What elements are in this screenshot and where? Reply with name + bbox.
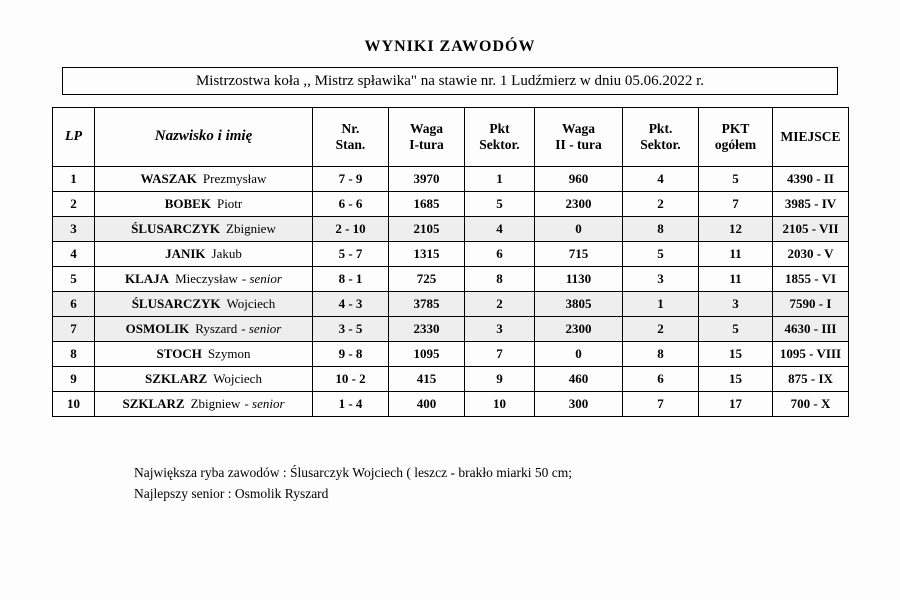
angler-given-name: Zbigniew <box>190 396 241 411</box>
cell-weight-round1: 400 <box>389 392 465 417</box>
cell-name <box>95 342 313 367</box>
cell-place: 700 - X <box>773 392 849 417</box>
angler-surname: WASZAK <box>140 171 197 186</box>
angler-given-name: Zbigniew <box>226 221 276 236</box>
angler-surname: OSMOLIK <box>125 321 190 336</box>
table-row <box>53 167 849 192</box>
cell-points-sector1: 6 <box>465 242 535 267</box>
cell-weight-round2: 460 <box>535 367 623 392</box>
column-header-points-sector2 <box>623 108 699 167</box>
cell-weight-round1: 3785 <box>389 292 465 317</box>
column-header-weight-round2-line2: II - tura <box>555 137 602 152</box>
angler-surname: ŚLUSARCZYK <box>131 296 221 311</box>
table-row <box>53 367 849 392</box>
cell-points-sector2: 7 <box>623 392 699 417</box>
angler-surname: BOBEK <box>164 196 211 211</box>
column-header-points-sector2-line1: Pkt. <box>648 121 673 137</box>
column-header-points-sector1-line1: Pkt <box>489 121 510 137</box>
cell-points-sector1: 7 <box>465 342 535 367</box>
table-row <box>53 342 849 367</box>
cell-place: 875 - IX <box>773 367 849 392</box>
cell-weight-round2: 2300 <box>535 317 623 342</box>
cell-points-sector2: 6 <box>623 367 699 392</box>
notes-block <box>134 463 900 505</box>
cell-name <box>95 167 313 192</box>
cell-lp: 9 <box>53 367 95 392</box>
column-header-lp: LP <box>53 108 95 167</box>
cell-weight-round1: 3970 <box>389 167 465 192</box>
cell-points-sector1: 2 <box>465 292 535 317</box>
cell-place: 7590 - I <box>773 292 849 317</box>
column-header-weight-round1-line2: I-tura <box>409 137 444 152</box>
angler-surname: ŚLUSARCZYK <box>131 221 221 236</box>
cell-points-sector2: 2 <box>623 317 699 342</box>
note-biggest-fish: Największa ryba zawodów : Ślusarczyk Wojciech ( leszcz - brakło miarki 50 cm; <box>134 465 573 480</box>
cell-station: 3 - 5 <box>313 317 389 342</box>
column-header-station-line1: Nr. <box>341 121 360 137</box>
cell-points-total: 5 <box>699 167 773 192</box>
column-header-points-sector1-line2: Sektor. <box>479 137 520 152</box>
table-row <box>53 217 849 242</box>
column-header-weight-round2 <box>535 108 623 167</box>
cell-points-sector2: 4 <box>623 167 699 192</box>
column-header-weight-round2-line1: Waga <box>561 121 595 137</box>
cell-weight-round2: 3805 <box>535 292 623 317</box>
cell-lp: 1 <box>53 167 95 192</box>
cell-place: 4390 - II <box>773 167 849 192</box>
cell-points-total: 3 <box>699 292 773 317</box>
cell-points-sector2: 2 <box>623 192 699 217</box>
cell-points-sector2: 1 <box>623 292 699 317</box>
cell-name <box>95 392 313 417</box>
page-title: WYNIKI ZAWODÓW <box>364 38 536 55</box>
cell-points-sector1: 1 <box>465 167 535 192</box>
cell-name <box>95 192 313 217</box>
cell-lp: 7 <box>53 317 95 342</box>
competition-subtitle: Mistrzostwa koła ,, Mistrz spławika" na stawie nr. 1 Ludźmierz w dniu 05.06.2022 r. <box>62 67 838 95</box>
cell-lp: 4 <box>53 242 95 267</box>
cell-points-total: 5 <box>699 317 773 342</box>
angler-surname: JANIK <box>165 246 206 261</box>
angler-given-name: Prezmysław <box>202 171 267 186</box>
cell-points-sector1: 10 <box>465 392 535 417</box>
cell-station: 4 - 3 <box>313 292 389 317</box>
cell-place: 1095 - VIII <box>773 342 849 367</box>
results-table <box>52 107 849 417</box>
angler-given-name: Piotr <box>216 196 243 211</box>
cell-weight-round1: 725 <box>389 267 465 292</box>
cell-points-sector2: 8 <box>623 217 699 242</box>
cell-station: 9 - 8 <box>313 342 389 367</box>
column-header-points-total <box>699 108 773 167</box>
cell-points-sector2: 5 <box>623 242 699 267</box>
cell-lp: 3 <box>53 217 95 242</box>
cell-points-total: 11 <box>699 267 773 292</box>
column-header-points-sector1 <box>465 108 535 167</box>
column-header-points-sector2-line2: Sektor. <box>640 137 681 152</box>
note-best-senior: Najlepszy senior : Osmolik Ryszard <box>134 485 329 501</box>
cell-points-sector1: 8 <box>465 267 535 292</box>
cell-name <box>95 242 313 267</box>
cell-points-total: 15 <box>699 367 773 392</box>
column-header-weight-round1 <box>389 108 465 167</box>
cell-name <box>95 217 313 242</box>
angler-given-name: Wojciech <box>213 371 262 386</box>
cell-lp: 8 <box>53 342 95 367</box>
cell-points-total: 7 <box>699 192 773 217</box>
table-row <box>53 392 849 417</box>
cell-weight-round1: 2330 <box>389 317 465 342</box>
cell-place: 2105 - VII <box>773 217 849 242</box>
cell-points-sector1: 5 <box>465 192 535 217</box>
angler-given-name: Ryszard <box>195 321 238 336</box>
cell-weight-round1: 1685 <box>389 192 465 217</box>
angler-given-name: Szymon <box>207 346 251 361</box>
column-header-points-total-line2: ogółem <box>714 137 757 152</box>
cell-weight-round2: 960 <box>535 167 623 192</box>
cell-points-total: 12 <box>699 217 773 242</box>
cell-station: 7 - 9 <box>313 167 389 192</box>
cell-name <box>95 317 313 342</box>
cell-points-total: 11 <box>699 242 773 267</box>
cell-weight-round2: 0 <box>535 217 623 242</box>
angler-senior-tag: - senior <box>244 396 285 411</box>
results-table-wrapper <box>52 107 848 417</box>
cell-place: 4630 - III <box>773 317 849 342</box>
cell-weight-round2: 300 <box>535 392 623 417</box>
cell-name <box>95 267 313 292</box>
column-header-station-line2: Stan. <box>335 137 366 152</box>
cell-points-sector2: 8 <box>623 342 699 367</box>
cell-station: 10 - 2 <box>313 367 389 392</box>
angler-given-name: Mieczysław <box>175 271 238 286</box>
column-header-points-total-line1: PKT <box>721 121 750 137</box>
column-header-place: MIEJSCE <box>773 108 849 167</box>
cell-weight-round1: 1315 <box>389 242 465 267</box>
column-header-name: Nazwisko i imię <box>95 108 313 167</box>
table-header-row <box>53 108 849 167</box>
cell-points-sector2: 3 <box>623 267 699 292</box>
cell-lp: 10 <box>53 392 95 417</box>
table-row <box>53 192 849 217</box>
cell-station: 5 - 7 <box>313 242 389 267</box>
angler-surname: KLAJA <box>125 271 170 286</box>
cell-weight-round1: 1095 <box>389 342 465 367</box>
angler-surname: SZKLARZ <box>122 396 185 411</box>
cell-station: 2 - 10 <box>313 217 389 242</box>
cell-weight-round2: 0 <box>535 342 623 367</box>
cell-points-total: 15 <box>699 342 773 367</box>
cell-lp: 6 <box>53 292 95 317</box>
angler-given-name: Wojciech <box>226 296 276 311</box>
cell-station: 6 - 6 <box>313 192 389 217</box>
angler-surname: SZKLARZ <box>145 371 208 386</box>
cell-name <box>95 292 313 317</box>
cell-place: 1855 - VI <box>773 267 849 292</box>
table-row <box>53 242 849 267</box>
cell-points-sector1: 3 <box>465 317 535 342</box>
cell-points-sector1: 9 <box>465 367 535 392</box>
cell-points-total: 17 <box>699 392 773 417</box>
table-body <box>53 167 849 417</box>
cell-lp: 5 <box>53 267 95 292</box>
cell-station: 1 - 4 <box>313 392 389 417</box>
angler-senior-tag: - senior <box>241 271 282 286</box>
column-header-weight-round1-line1: Waga <box>409 121 443 137</box>
table-row <box>53 317 849 342</box>
angler-senior-tag: - senior <box>241 321 282 336</box>
cell-weight-round1: 415 <box>389 367 465 392</box>
column-header-station <box>313 108 389 167</box>
cell-name <box>95 367 313 392</box>
angler-surname: STOCH <box>156 346 202 361</box>
table-row <box>53 292 849 317</box>
table-row <box>53 267 849 292</box>
table-header <box>53 108 849 167</box>
cell-weight-round1: 2105 <box>389 217 465 242</box>
cell-weight-round2: 2300 <box>535 192 623 217</box>
cell-weight-round2: 715 <box>535 242 623 267</box>
cell-points-sector1: 4 <box>465 217 535 242</box>
cell-station: 8 - 1 <box>313 267 389 292</box>
angler-given-name: Jakub <box>211 246 242 261</box>
cell-weight-round2: 1130 <box>535 267 623 292</box>
cell-place: 2030 - V <box>773 242 849 267</box>
cell-place: 3985 - IV <box>773 192 849 217</box>
cell-lp: 2 <box>53 192 95 217</box>
